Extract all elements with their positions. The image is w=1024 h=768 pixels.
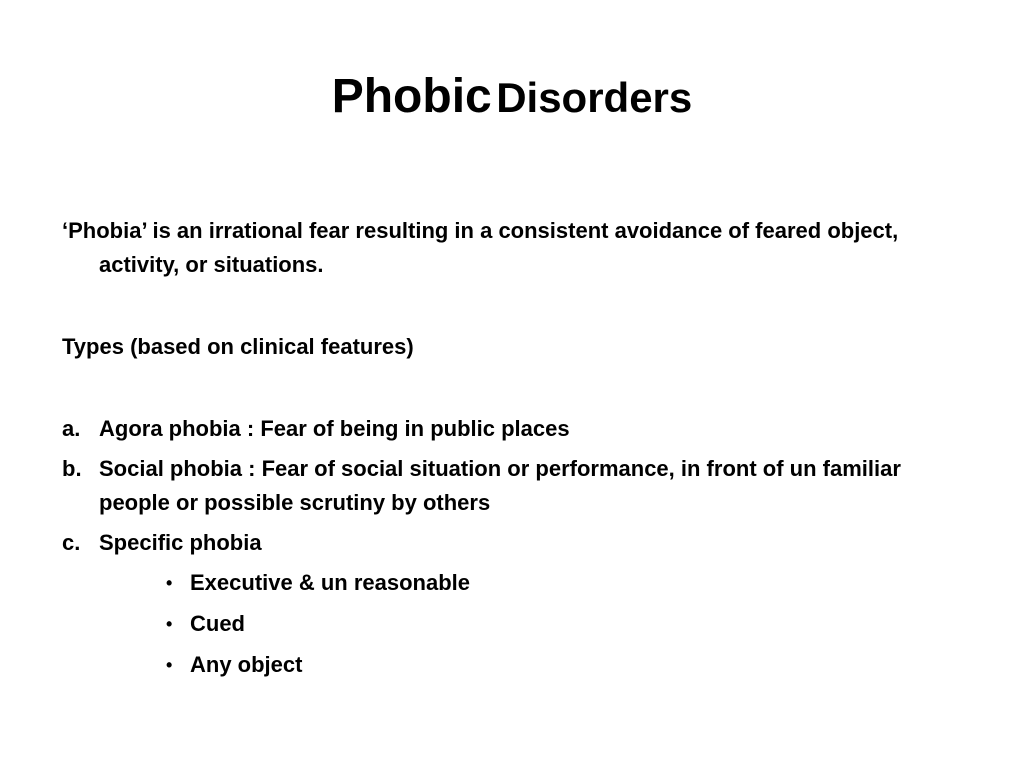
type-item-social bbox=[62, 452, 962, 520]
title-word-disorders: Disorders bbox=[496, 74, 693, 121]
list-marker: c. bbox=[62, 530, 81, 555]
title-word-phobic: Phobic bbox=[331, 70, 492, 123]
bullet-icon: • bbox=[166, 614, 173, 634]
list-marker: b. bbox=[62, 456, 82, 481]
types-heading: Types (based on clinical features) bbox=[62, 334, 414, 359]
type-item-agora bbox=[62, 412, 962, 446]
slide-title bbox=[0, 62, 1024, 143]
type-text: Specific phobia bbox=[99, 530, 262, 555]
specific-point-cued bbox=[62, 607, 962, 641]
type-text: Agora phobia : Fear of being in public places bbox=[99, 416, 570, 441]
list-marker: a. bbox=[62, 416, 81, 441]
type-text: Social phobia : Fear of social situation or performance, in front of un familiar people or possible scrutiny by others bbox=[99, 456, 901, 515]
type-item-specific bbox=[62, 526, 962, 560]
bullet-icon: • bbox=[166, 655, 173, 675]
slide-body bbox=[62, 214, 962, 689]
point-text: Executive & un reasonable bbox=[190, 570, 470, 595]
specific-point-executive bbox=[62, 566, 962, 600]
point-text: Cued bbox=[190, 611, 245, 636]
definition-paragraph: ‘Phobia’ is an irrational fear resulting in a consistent avoidance of feared object, activity, or situations. bbox=[62, 218, 899, 277]
bullet-icon: • bbox=[166, 573, 173, 593]
specific-point-any-object bbox=[62, 648, 962, 682]
point-text: Any object bbox=[190, 652, 303, 677]
